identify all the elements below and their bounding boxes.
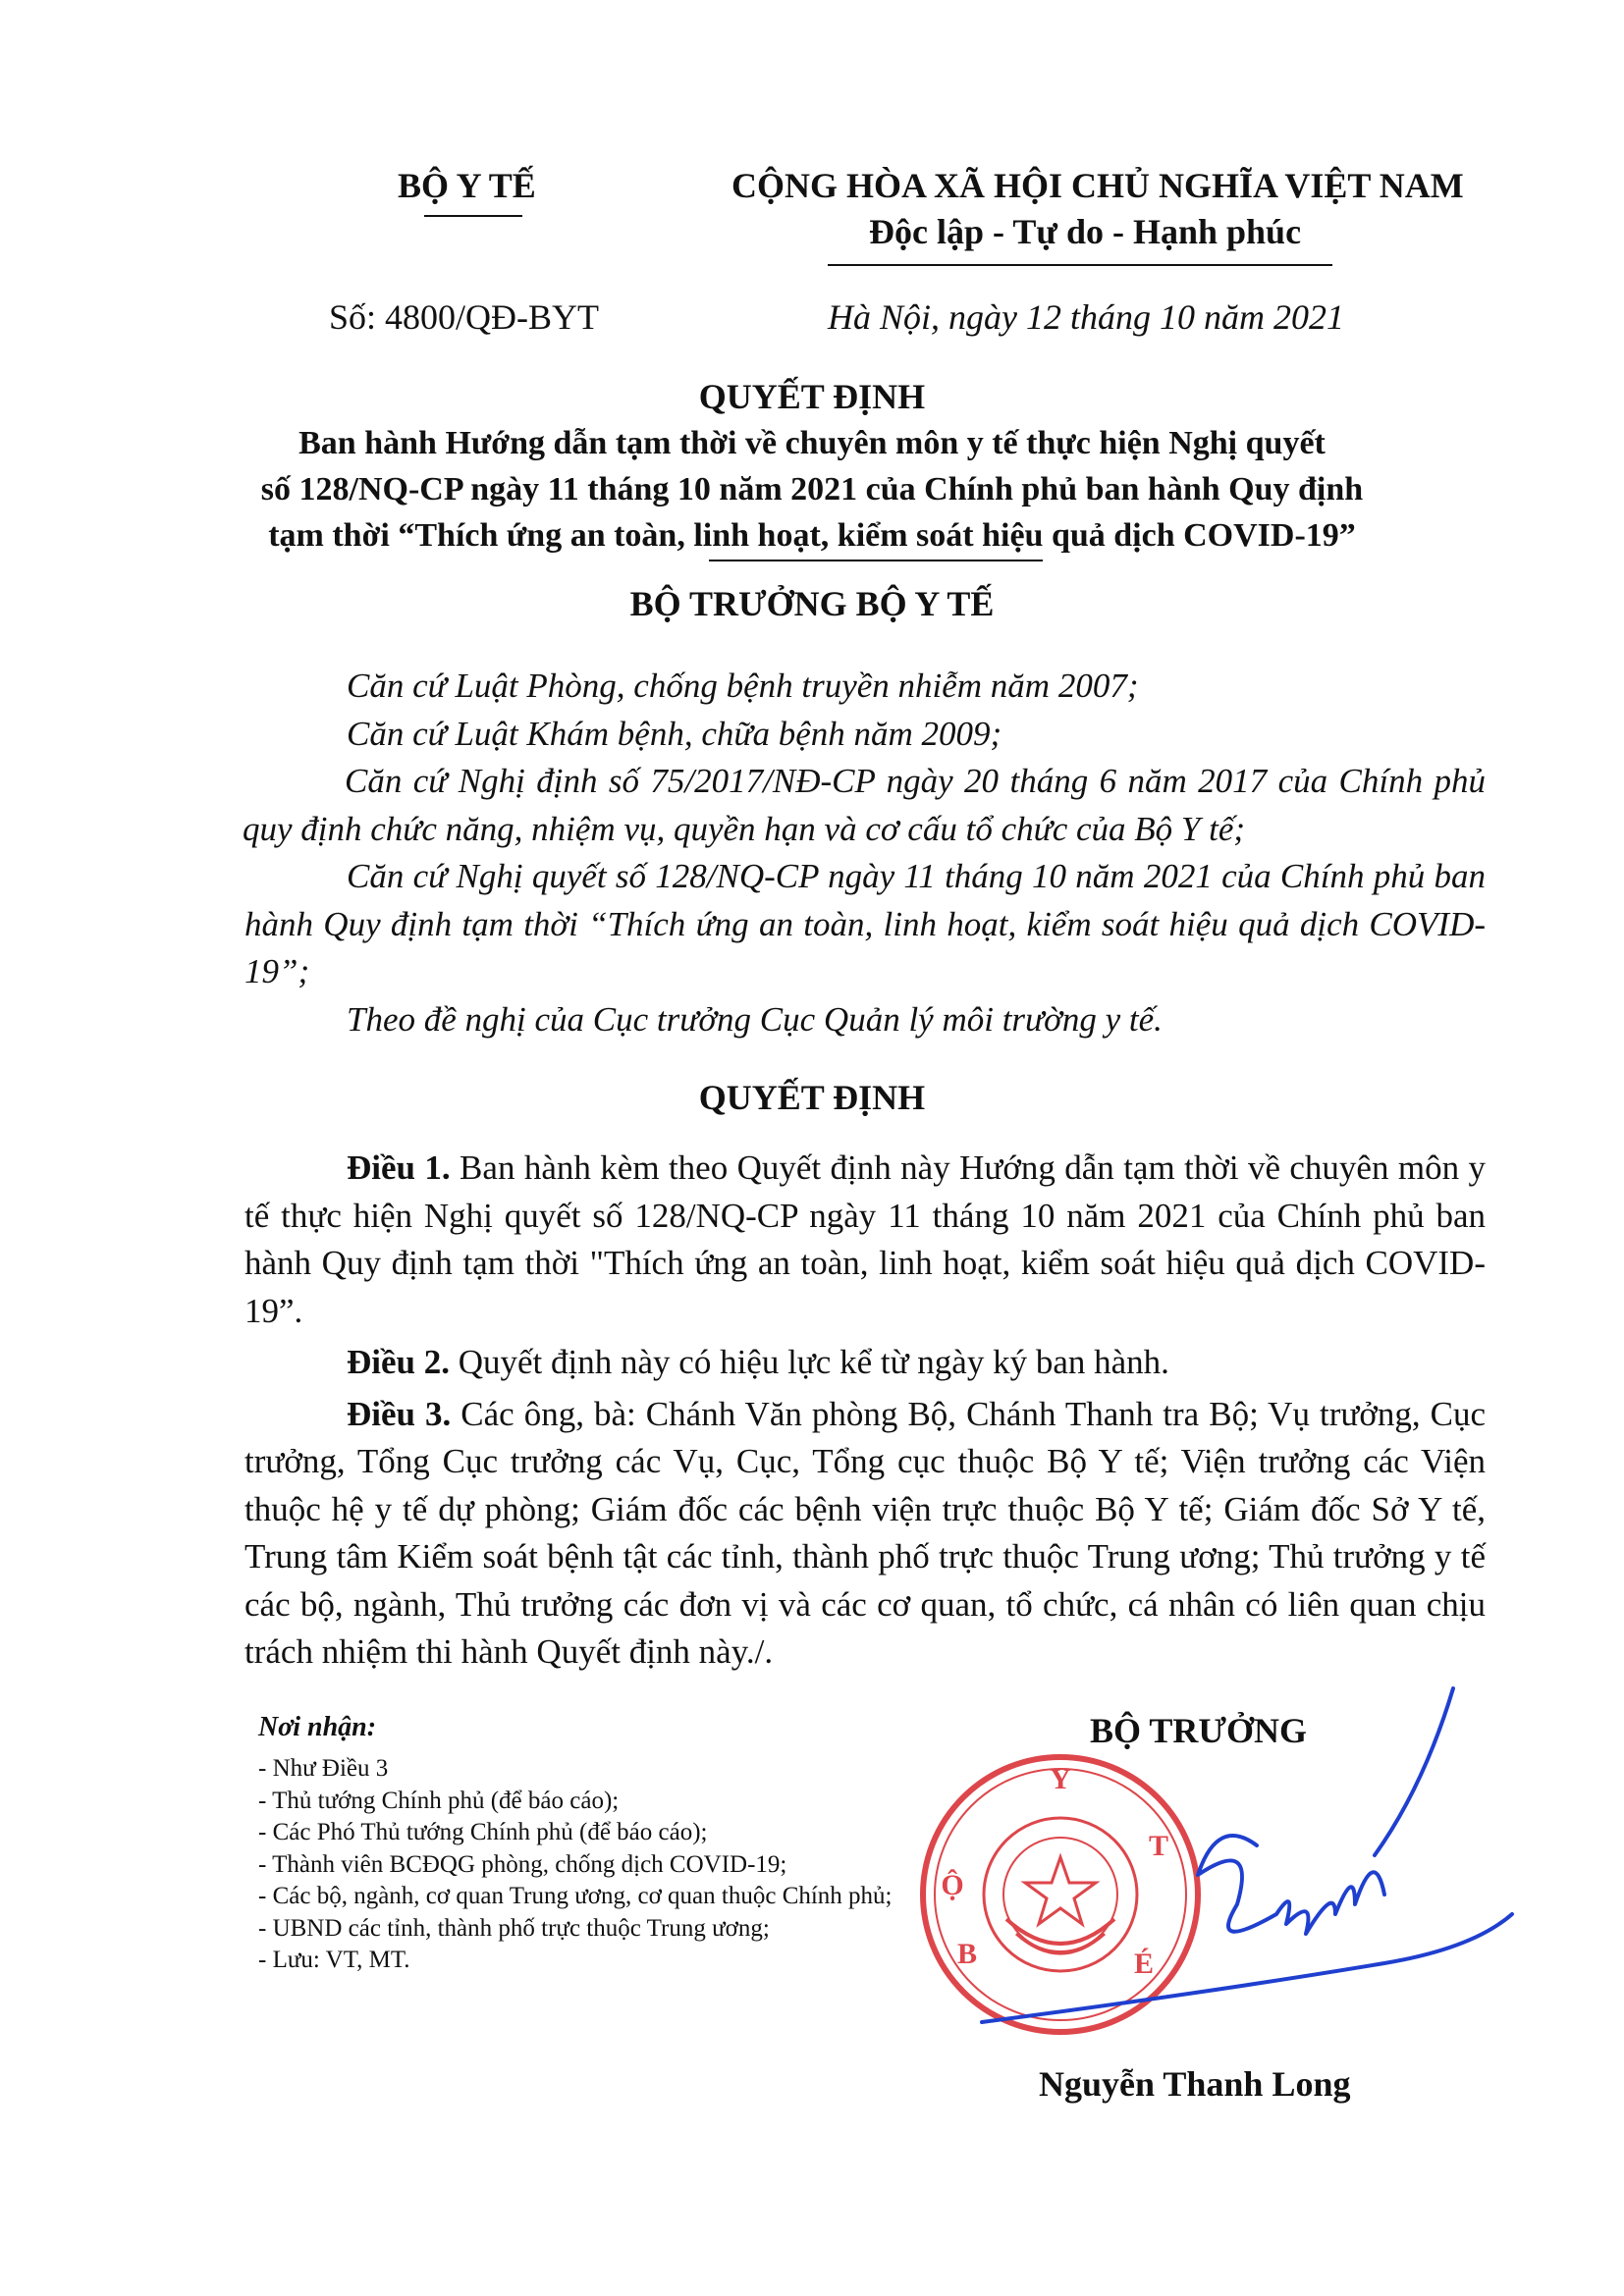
- nation-name: CỘNG HÒA XÃ HỘI CHỦ NGHĨA VIỆT NAM: [731, 166, 1464, 205]
- article-text: Ban hành kèm theo Quyết định này Hướng dẫn tạm thời về chuyên môn y tế thực hiện Nghị quyết số 128/NQ-CP ngày 11 tháng 10 năm 2021 của Chính phủ ban hành Quy định tạm thời "Thích ứng an toàn, linh hoạt, kiểm soát hiệu quả dịch COVID-19”.: [244, 1148, 1487, 1330]
- article-3: [244, 1391, 1486, 1677]
- svg-text:B: B: [956, 1938, 978, 1970]
- article-label: Điều 3.: [347, 1394, 452, 1433]
- handwritten-signature-icon: [962, 1669, 1551, 2061]
- recipient-item: - Thủ tướng Chính phủ (để báo cáo);: [258, 1787, 620, 1814]
- document-subtitle: [196, 420, 1428, 559]
- basis-item: Căn cứ Nghị định số 75/2017/NĐ-CP ngày 20 tháng 6 năm 2017 của Chính phủ quy định chức năng, nhiệm vụ, quyền hạn và cơ cấu tổ chức của Bộ Y tế;: [243, 762, 1486, 848]
- svg-text:T: T: [1148, 1830, 1169, 1862]
- document-number: Số: 4800/QĐ-BYT: [329, 297, 600, 337]
- national-motto: Độc lập - Tự do - Hạnh phúc: [869, 212, 1302, 251]
- article-text: Các ông, bà: Chánh Văn phòng Bộ, Chánh Thanh tra Bộ; Vụ trưởng, Cục trưởng, Tổng Cục trưởng các Vụ, Cục, Tổng cục thuộc Bộ Y tế; Viện trưởng các Viện thuộc hệ y tế dự phòng; Giám đốc các bệnh viện trực thuộc Bộ Y tế; Giám đốc Sở Y tế, Trung tâm Kiểm soát bệnh tật các tỉnh, thành phố trực thuộc Trung ương; Thủ trưởng y tế các bộ, ngành, Thủ trưởng các đơn vị và các cơ quan, tổ chức, cá nhân có liên quan chịu trách nhiệm thi hành Quyết định này./.: [244, 1394, 1486, 1671]
- article-1: [244, 1145, 1486, 1335]
- svg-text:Ộ: Ộ: [941, 1869, 964, 1901]
- basis-item: Căn cứ Luật Khám bệnh, chữa bệnh năm 2009;: [347, 714, 1002, 753]
- article-label: Điều 1.: [347, 1148, 451, 1187]
- subtitle-line: Ban hành Hướng dẫn tạm thời về chuyên môn y tế thực hiện Nghị quyết: [298, 425, 1326, 461]
- recipients-list: [258, 1753, 916, 1977]
- recipient-item: - Thành viên BCĐQG phòng, chống dịch COVID-19;: [258, 1850, 787, 1878]
- basis-item: Theo đề nghị của Cục trưởng Cục Quản lý môi trường y tế.: [347, 999, 1163, 1039]
- svg-text:É: É: [1133, 1948, 1155, 1980]
- organization-underline: [424, 215, 522, 217]
- basis-item: Căn cứ Luật Phòng, chống bệnh truyền nhiễm năm 2007;: [347, 667, 1139, 705]
- organization-name: BỘ Y TẾ: [398, 166, 536, 205]
- subtitle-line: số 128/NQ-CP ngày 11 tháng 10 năm 2021 của Chính phủ ban hành Quy định: [260, 471, 1364, 507]
- signer-title: BỘ TRƯỞNG: [1090, 1711, 1308, 1750]
- subtitle-line: tạm thời “Thích ứng an toàn, linh hoạt, kiểm soát hiệu quả dịch COVID-19”: [268, 517, 1356, 554]
- signer-name: Nguyễn Thanh Long: [1039, 2064, 1351, 2104]
- basis-item: Căn cứ Nghị quyết số 128/NQ-CP ngày 11 tháng 10 năm 2021 của Chính phủ ban hành Quy định tạm thời “Thích ứng an toàn, linh hoạt, kiểm soát hiệu quả dịch COVID-19”;: [244, 857, 1486, 990]
- svg-text:Y: Y: [1050, 1763, 1071, 1795]
- recipient-item: - Lưu: VT, MT.: [258, 1947, 410, 1973]
- article-2: [244, 1339, 1486, 1387]
- recipient-item: - Các bộ, ngành, cơ quan Trung ương, cơ quan thuộc Chính phủ;: [258, 1883, 893, 1909]
- article-label: Điều 2.: [347, 1343, 450, 1381]
- place-and-date: Hà Nội, ngày 12 tháng 10 năm 2021: [828, 297, 1344, 337]
- decision-heading: QUYẾT ĐỊNH: [698, 1078, 926, 1117]
- recipients-heading: Nơi nhận:: [258, 1712, 377, 1742]
- document-title: QUYẾT ĐỊNH: [698, 377, 926, 416]
- article-text: Quyết định này có hiệu lực kể từ ngày ký ban hành.: [450, 1343, 1169, 1381]
- legal-basis: [244, 663, 1486, 1043]
- motto-underline: [828, 264, 1332, 266]
- recipient-item: - UBND các tỉnh, thành phố trực thuộc Trung ương;: [258, 1914, 770, 1942]
- issuing-authority: BỘ TRƯỞNG BỘ Y TẾ: [629, 584, 995, 623]
- recipient-item: - Như Điều 3: [258, 1755, 389, 1782]
- subtitle-underline: [709, 560, 1043, 561]
- articles: [244, 1145, 1486, 1681]
- recipient-item: - Các Phó Thủ tướng Chính phủ (để báo cáo);: [258, 1819, 708, 1845]
